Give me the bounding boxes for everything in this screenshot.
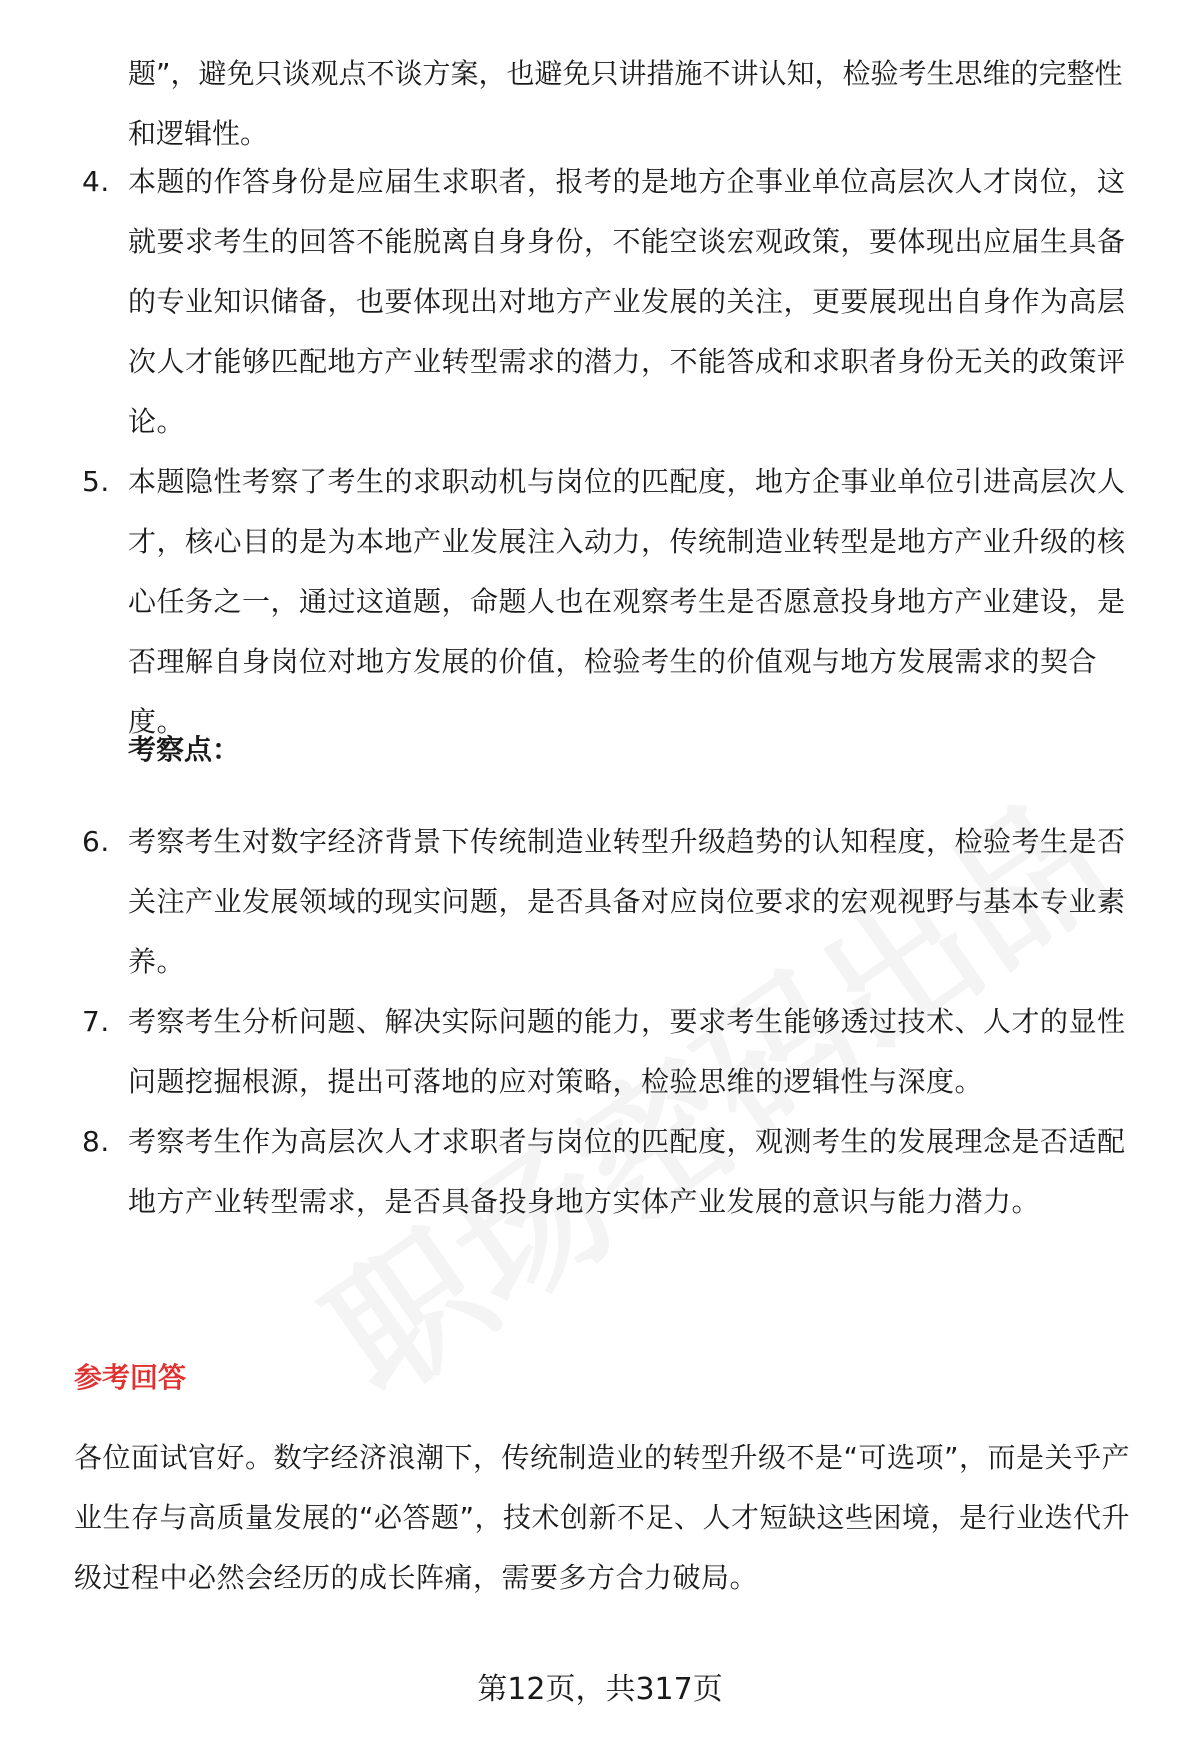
item-text: 本题隐性考察了考生的求职动机与岗位的匹配度，地方企事业单位引进高层次人才，核心目的是为本地产业发展注入动力，传统制造业转型是地方产业升级的核心任务之一，通过这道题，命题人也在观察考生是否愿意投身地方产业建设，是否理解自身岗位对地方发展的价值，检验考生的价值观与地方发展需求的契合度。 — [128, 465, 1126, 738]
item-number: 4. — [82, 165, 110, 198]
item-number: 6. — [82, 825, 110, 858]
item-number: 7. — [82, 1005, 110, 1038]
continued-paragraph: 题”，避免只谈观点不谈方案，也避免只讲措施不讲认知，检验考生思维的完整性和逻辑性。 — [128, 57, 1123, 150]
points-list — [0, 812, 1200, 1232]
list-item — [0, 812, 1200, 992]
item-text: 考察考生分析问题、解决实际问题的能力，要求考生能够透过技术、人才的显性问题挖掘根源，提出可落地的应对策略，检验思维的逻辑性与深度。 — [128, 1005, 1126, 1098]
points-heading: 考察点： — [128, 733, 241, 766]
item-text: 考察考生对数字经济背景下传统制造业转型升级趋势的认知程度，检验考生是否关注产业发展领域的现实问题，是否具备对应岗位要求的宏观视野与基本专业素养。 — [128, 825, 1126, 978]
list-item — [0, 1112, 1200, 1232]
reference-answer-title: 参考回答 — [74, 1361, 187, 1394]
reference-answer-text: 各位面试官好。数字经济浪潮下，传统制造业的转型升级不是“可选项”，而是关乎产业生存与高质量发展的“必答题”，技术创新不足、人才短缺这些困境，是行业迭代升级过程中必然会经历的成长阵痛，需要多方合力破局。 — [74, 1441, 1131, 1594]
item-number: 8. — [82, 1125, 110, 1158]
analysis-list — [0, 152, 1200, 752]
analysis-continuation — [0, 44, 1200, 164]
item-text: 本题的作答身份是应届生求职者，报考的是地方企事业单位高层次人才岗位，这就要求考生的回答不能脱离自身身份，不能空谈宏观政策，要体现出应届生具备的专业知识储备，也要体现出对地方产业发展的关注，更要展现出自身作为高层次人才能够匹配地方产业转型需求的潜力，不能答成和求职者身份无关的政策评论。 — [128, 165, 1126, 438]
list-item — [0, 452, 1200, 752]
page-number: 第12页，共317页 — [477, 1672, 723, 1707]
item-number: 5. — [82, 465, 110, 498]
list-item — [0, 152, 1200, 452]
list-item — [0, 992, 1200, 1112]
item-text: 考察考生作为高层次人才求职者与岗位的匹配度，观测考生的发展理念是否适配地方产业转型需求，是否具备投身地方实体产业发展的意识与能力潜力。 — [128, 1125, 1126, 1218]
